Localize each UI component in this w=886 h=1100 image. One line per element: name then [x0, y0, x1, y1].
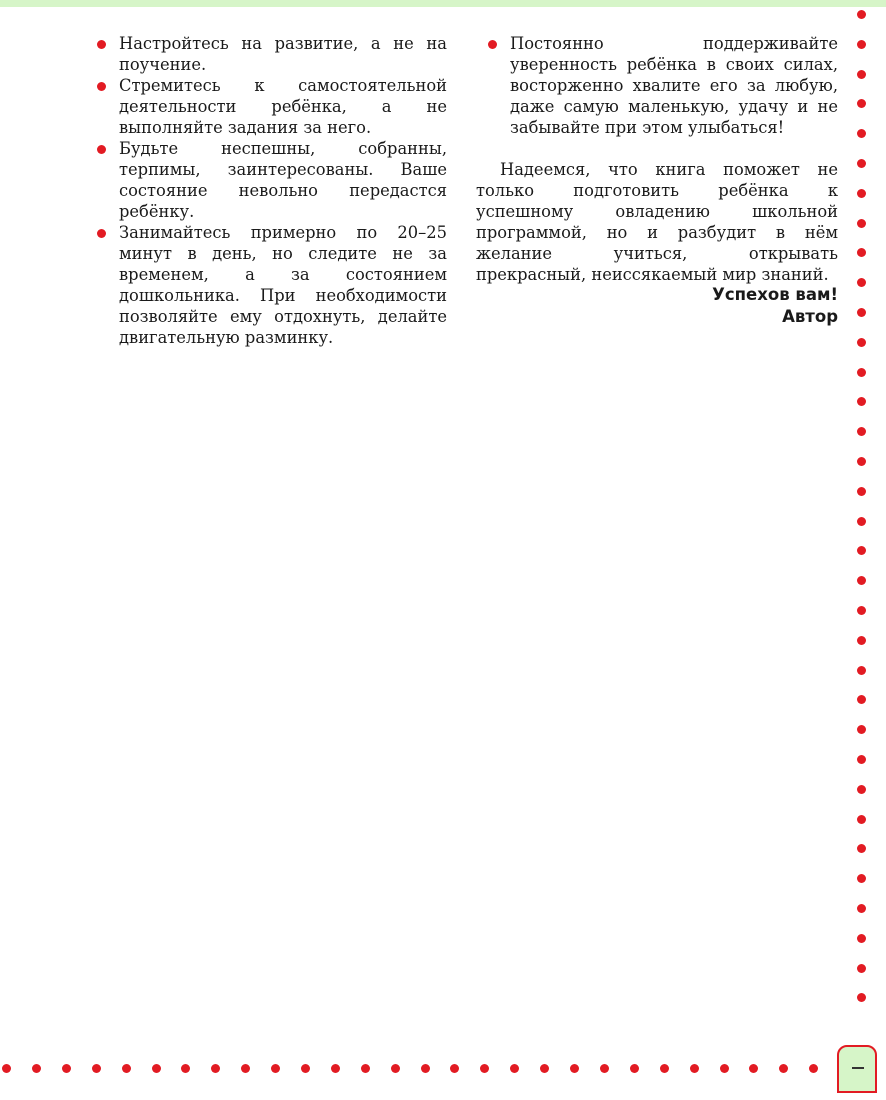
border-dot — [857, 10, 866, 19]
list-item: Занимайтесь примерно по 20–25 минут в день, но следите не за временем, а за состоянием дошкольника. При необходимости позволяйте ему отдохнуть, делайте двигательную разминку. — [119, 223, 447, 347]
border-dot — [211, 1064, 220, 1073]
border-dot — [690, 1064, 699, 1073]
border-dot — [857, 99, 866, 108]
border-dot — [857, 815, 866, 824]
border-dot — [660, 1064, 669, 1073]
border-dot — [361, 1064, 370, 1073]
border-dot — [857, 755, 866, 764]
border-dot — [857, 546, 866, 555]
border-dot — [720, 1064, 729, 1073]
border-dot — [510, 1064, 519, 1073]
border-dot — [857, 159, 866, 168]
border-dot — [857, 874, 866, 883]
border-dot — [857, 517, 866, 526]
border-dot — [301, 1064, 310, 1073]
border-dot — [857, 189, 866, 198]
border-dot — [62, 1064, 71, 1073]
border-dot — [857, 844, 866, 853]
border-dot — [857, 338, 866, 347]
border-dot — [450, 1064, 459, 1073]
left-column — [119, 33, 447, 348]
border-dot — [540, 1064, 549, 1073]
border-dot — [857, 576, 866, 585]
list-item: Настройтесь на развитие, а не на поучение. — [119, 34, 447, 74]
border-dot — [480, 1064, 489, 1073]
signature-author: Автор — [782, 307, 838, 326]
border-dot — [857, 487, 866, 496]
border-dot — [570, 1064, 579, 1073]
border-dot — [857, 695, 866, 704]
border-dot — [32, 1064, 41, 1073]
border-dot — [857, 457, 866, 466]
border-dot — [857, 427, 866, 436]
border-dot — [857, 70, 866, 79]
border-dot — [421, 1064, 430, 1073]
border-dot — [391, 1064, 400, 1073]
border-dot — [122, 1064, 131, 1073]
border-dot — [857, 785, 866, 794]
list-item: Будьте неспешны, собранны, терпимы, заинтересованы. Ваше состояние невольно передастся ребёнку. — [119, 139, 447, 221]
border-dot — [152, 1064, 161, 1073]
top-color-band — [0, 0, 886, 7]
page-number-tab — [837, 1045, 877, 1093]
border-dot — [2, 1064, 11, 1073]
border-dot — [857, 993, 866, 1002]
border-dot — [600, 1064, 609, 1073]
border-dot — [271, 1064, 280, 1073]
border-dot — [857, 129, 866, 138]
border-dot — [181, 1064, 190, 1073]
border-dot — [331, 1064, 340, 1073]
border-dot — [857, 666, 866, 675]
border-dot — [857, 40, 866, 49]
signature — [712, 284, 838, 328]
border-dot — [857, 368, 866, 377]
border-dot — [857, 248, 866, 257]
border-dot — [779, 1064, 788, 1073]
border-dot — [857, 278, 866, 287]
border-dot — [857, 904, 866, 913]
border-dot — [857, 219, 866, 228]
border-dot — [857, 308, 866, 317]
border-dot — [809, 1064, 818, 1073]
right-column — [510, 33, 838, 138]
border-dot — [92, 1064, 101, 1073]
list-item: Стремитесь к самостоятельной деятельности ребёнка, а не выполняйте задания за него. — [119, 76, 447, 137]
closing-paragraph: Надеемся, что книга поможет не только подготовить ребёнка к успешному овладению школьной программой, но и разбудит в нём желание учиться, открывать прекрасный, неиссякаемый мир знаний. — [476, 160, 838, 284]
border-dot — [857, 934, 866, 943]
border-dot — [241, 1064, 250, 1073]
border-dot — [749, 1064, 758, 1073]
border-dot — [857, 964, 866, 973]
border-dot — [857, 397, 866, 406]
list-item: Постоянно поддерживайте уверенность ребёнка в своих силах, восторженно хвалите его за любую, даже самую маленькую, удачу и не забывайте при этом улыбаться! — [510, 34, 838, 137]
border-dot — [630, 1064, 639, 1073]
border-dot — [857, 606, 866, 615]
closing-paragraph-block — [476, 159, 838, 285]
border-dot — [857, 725, 866, 734]
border-dot — [857, 636, 866, 645]
signature-greeting: Успехов вам! — [712, 285, 838, 304]
